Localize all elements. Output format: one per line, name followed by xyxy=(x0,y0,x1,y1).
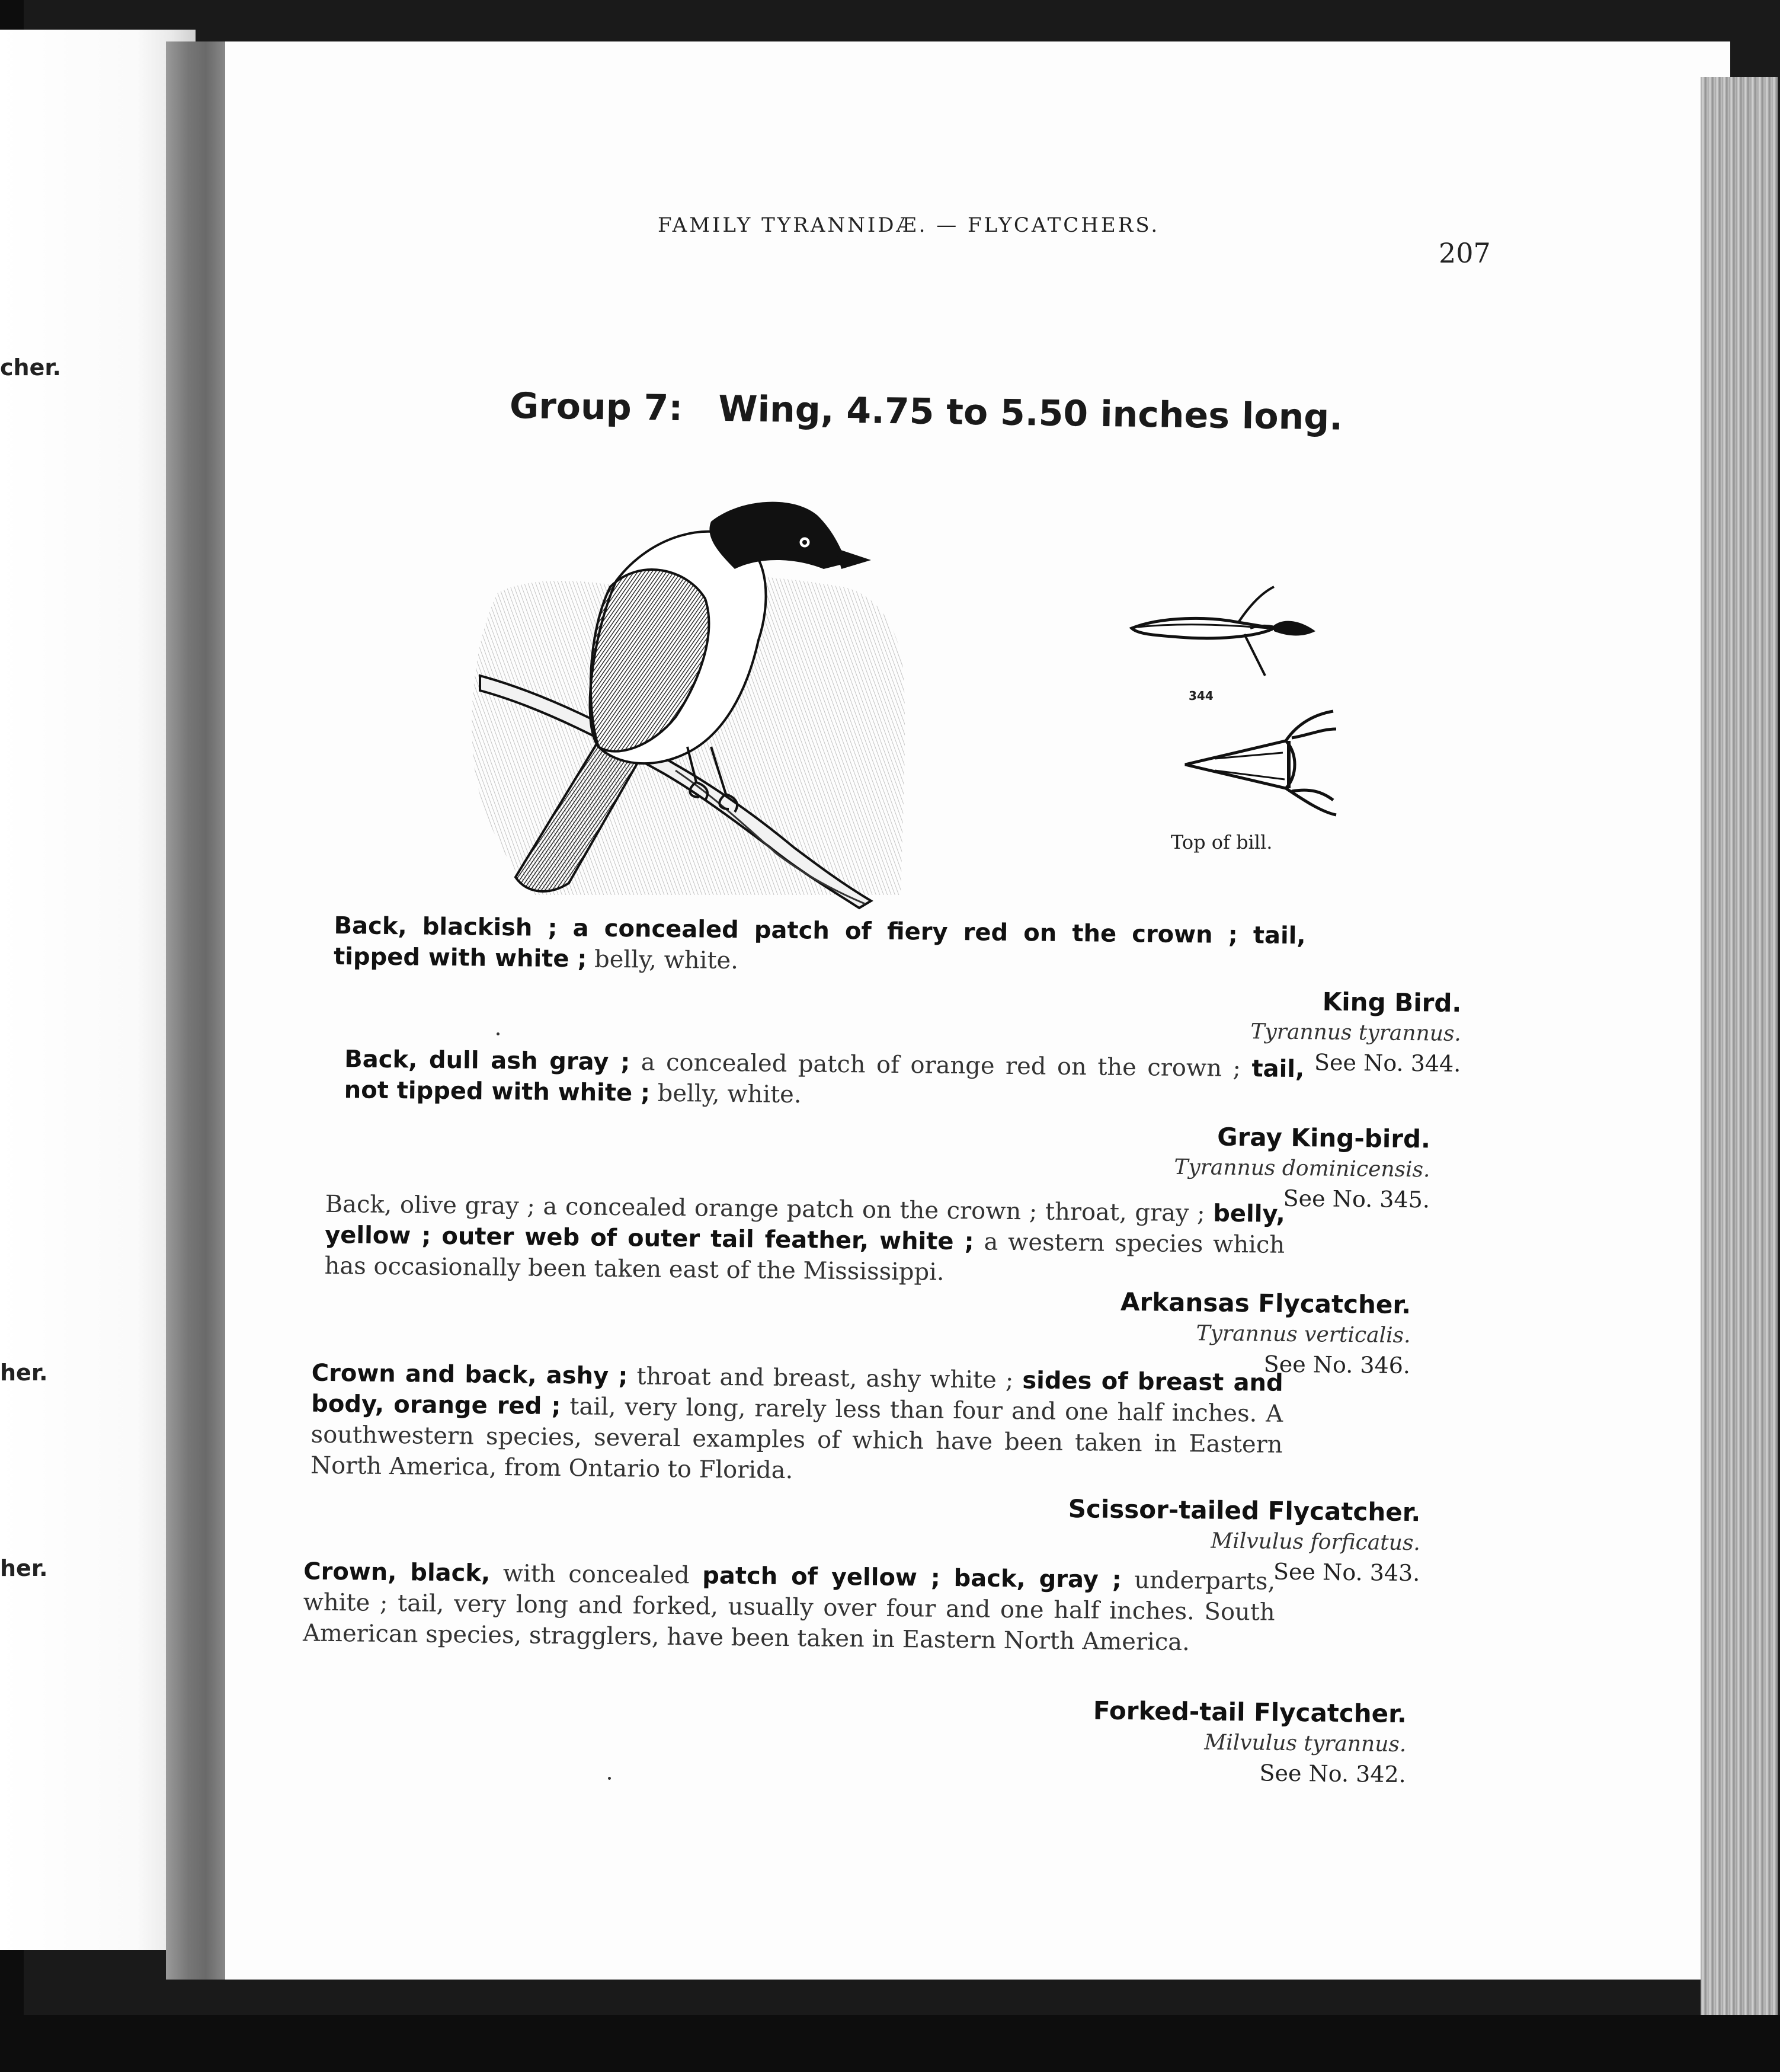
desc-segment: a concealed patch of orange red on the crown ; xyxy=(629,1048,1252,1083)
desc-segment: Back, dull ash gray ; xyxy=(344,1045,630,1076)
scientific-name: Milvulus tyrannus. xyxy=(1204,1730,1407,1757)
previous-page-text: her. xyxy=(0,1360,48,1386)
species-description xyxy=(310,1358,1283,1491)
page-edges xyxy=(1701,77,1778,2068)
desc-segment: with concealed xyxy=(489,1559,703,1590)
desc-segment: throat and breast, ashy white ; xyxy=(628,1363,1023,1395)
previous-page-text: her. xyxy=(0,1555,48,1581)
bill-diagram xyxy=(1126,581,1351,830)
group-title: Wing, 4.75 to 5.50 inches long. xyxy=(718,388,1343,439)
species-description xyxy=(303,1556,1276,1659)
scan-frame-bottom xyxy=(0,2015,1780,2072)
desc-segment: belly, yellow ; outer web of outer tail feather, white ; xyxy=(324,1200,1285,1256)
desc-segment: underparts, white ; tail, very long and forked, usually over four and one half inches. South American species, stragglers, have been taken in Eastern North America. xyxy=(302,1566,1276,1657)
figure-number: 344 xyxy=(1189,689,1214,703)
book-page xyxy=(225,41,1730,1980)
desc-segment: belly, white. xyxy=(587,945,739,975)
running-head: FAMILY TYRANNIDÆ. — FLYCATCHERS. xyxy=(658,213,1160,237)
species-description xyxy=(334,910,1306,982)
previous-page-text: cher. xyxy=(0,354,62,380)
desc-segment: tail, very long, rarely less than four and one half inches. A southwestern species, several examples of which have been taken in Eastern North America, from Ontario to Florida. xyxy=(310,1393,1283,1485)
species-reference: See No. 343. xyxy=(1273,1558,1420,1587)
desc-segment: a western species which has occasionally been taken east of the Mississippi. xyxy=(324,1228,1285,1286)
species-reference: See No. 345. xyxy=(1283,1185,1430,1213)
scientific-name: Tyrannus tyrannus. xyxy=(1250,1019,1462,1046)
common-name: Forked-tail Flycatcher. xyxy=(1093,1696,1407,1729)
desc-segment: Back, olive gray ; a concealed orange patch on the crown ; throat, gray ; xyxy=(325,1190,1214,1227)
species-reference: See No. 344. xyxy=(1314,1049,1461,1077)
scientific-name: Tyrannus dominicensis. xyxy=(1174,1155,1430,1182)
scientific-name: Tyrannus verticalis. xyxy=(1196,1321,1411,1348)
page-number: 207 xyxy=(1439,237,1491,269)
desc-segment: tail, not tipped with white ; xyxy=(344,1055,1305,1107)
common-name: Gray King-bird. xyxy=(1216,1122,1431,1154)
species-name-block xyxy=(1093,1694,1407,1789)
desc-segment: sides of breast and body, orange red ; xyxy=(310,1367,1283,1421)
species-reference: See No. 342. xyxy=(1259,1760,1407,1788)
kingbird-illustration xyxy=(462,486,913,913)
common-name: Arkansas Flycatcher. xyxy=(1120,1287,1411,1320)
print-speck xyxy=(497,1032,500,1035)
species-description xyxy=(324,1189,1285,1291)
species-reference: See No. 346. xyxy=(1263,1351,1411,1379)
group-label: Group 7: xyxy=(509,385,683,430)
species-description xyxy=(344,1044,1305,1115)
desc-segment: belly, white. xyxy=(649,1079,802,1109)
common-name: Scissor-tailed Flycatcher. xyxy=(1068,1494,1421,1527)
desc-segment: Back, blackish ; a concealed patch of fiery red on the crown ; tail, tipped with white ; xyxy=(333,912,1306,973)
common-name: King Bird. xyxy=(1322,987,1462,1018)
desc-segment: patch of yellow ; back, gray ; xyxy=(702,1562,1122,1594)
desc-segment: Crown, black, xyxy=(303,1558,491,1587)
figure-caption: Top of bill. xyxy=(1171,831,1273,853)
scientific-name: Milvulus forficatus. xyxy=(1211,1529,1421,1556)
print-speck xyxy=(608,1777,611,1780)
desc-segment: Crown and back, ashy ; xyxy=(311,1359,628,1390)
